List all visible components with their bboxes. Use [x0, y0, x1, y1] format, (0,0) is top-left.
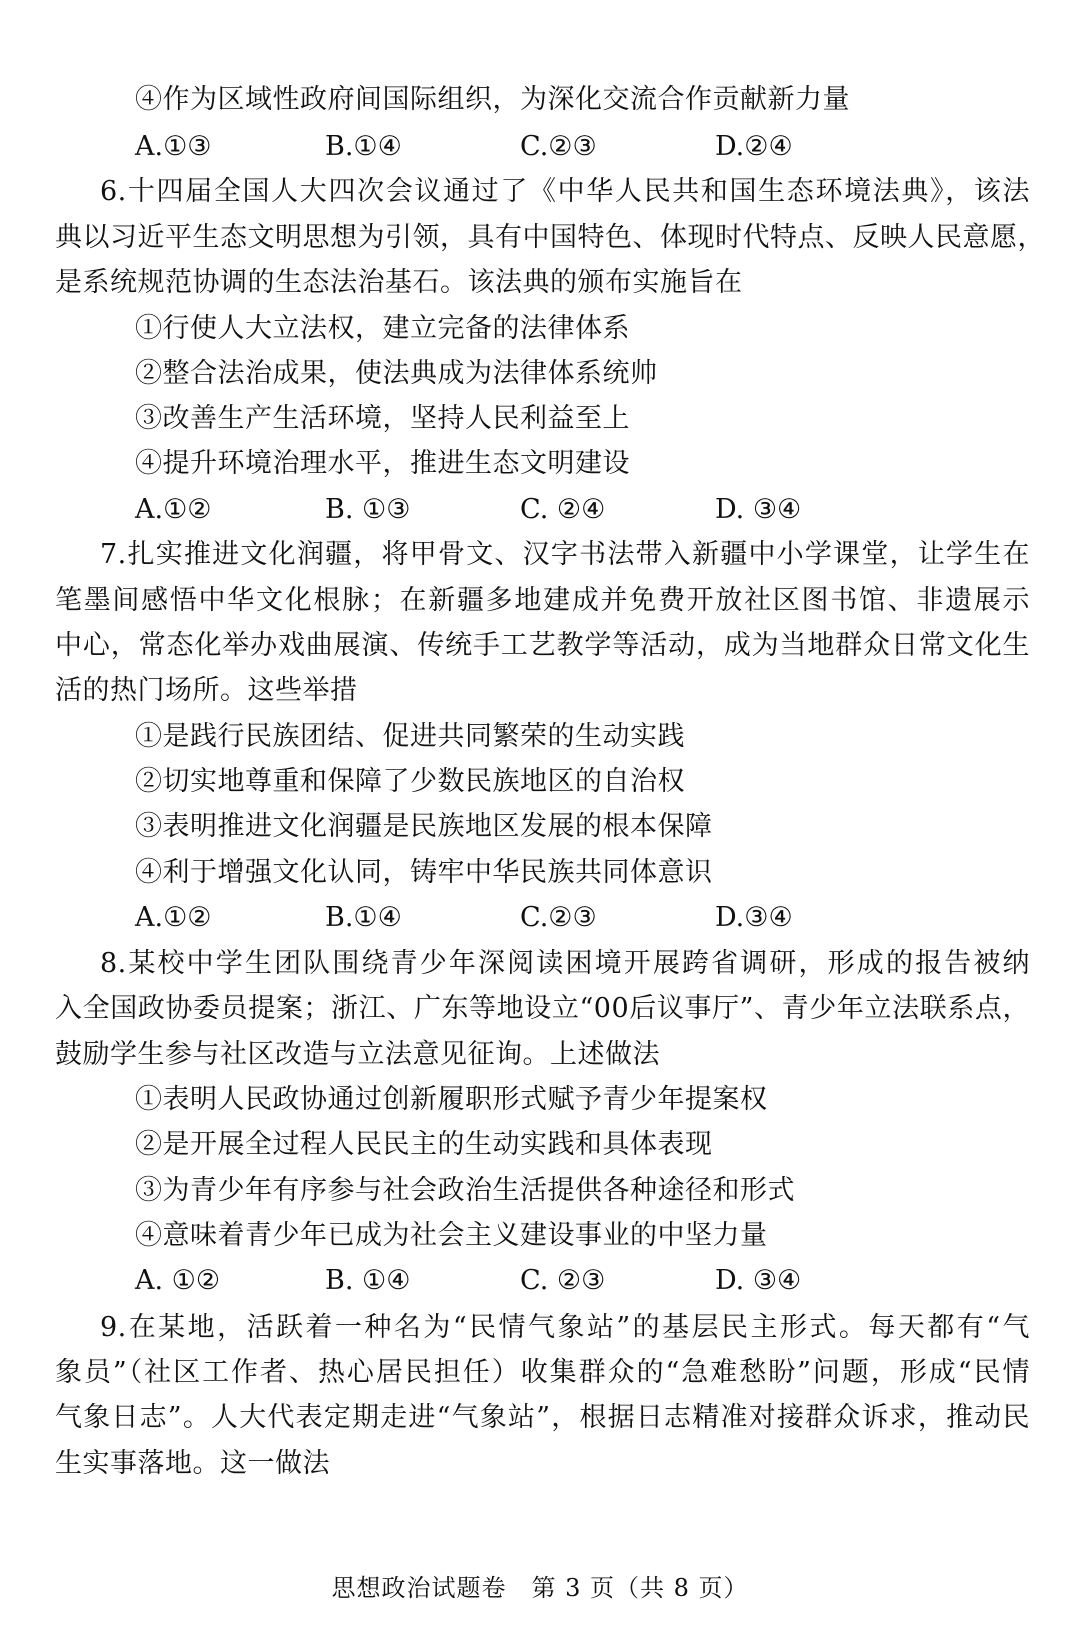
- q9-stem-line-2: 象员”（社区工作者、热心居民担任）收集群众的“急难愁盼”问题，形成“民情: [55, 1357, 1030, 1388]
- q6-choice-c: C. ②④: [520, 494, 606, 525]
- q6-choice-b: B. ①③: [325, 494, 411, 525]
- q6-choice-a: A.①②: [135, 494, 212, 525]
- page-footer: 思想政治试题卷 第 3 页（共 8 页）: [331, 1574, 749, 1602]
- q7-choice-b: B.①④: [325, 902, 402, 933]
- q7-choice-c: C.②③: [520, 902, 597, 933]
- q9-stem-line-4: 生实事落地。这一做法: [55, 1448, 330, 1479]
- q6-choice-d: D. ③④: [715, 494, 802, 525]
- q5-choice-b: B.①④: [325, 131, 402, 162]
- q8-statement-4: ④意味着青少年已成为社会主义建设事业的中坚力量: [135, 1220, 768, 1251]
- q9-stem-line-3: 气象日志”。人大代表定期走进“气象站”，根据日志精准对接群众诉求，推动民: [55, 1402, 1030, 1433]
- q7-choice-a: A.①②: [135, 902, 212, 933]
- q6-statement-4: ④提升环境治理水平，推进生态文明建设: [135, 448, 630, 479]
- q7-stem-line-4: 活的热门场所。这些举措: [55, 675, 358, 706]
- q6-statement-2: ②整合法治成果，使法典成为法律体系统帅: [135, 358, 658, 389]
- q8-statement-1: ①表明人民政协通过创新履职形式赋予青少年提案权: [135, 1084, 768, 1115]
- q8-stem-line-3: 鼓励学生参与社区改造与立法意见征询。上述做法: [55, 1039, 660, 1070]
- q7-stem-line-2: 笔墨间感悟中华文化根脉；在新疆多地建成并免费开放社区图书馆、非遗展示: [55, 585, 1030, 616]
- q8-choice-d: D. ③④: [715, 1265, 802, 1296]
- q9-stem-line-1: 9.在某地，活跃着一种名为“民情气象站”的基层民主形式。每天都有“气: [100, 1312, 1030, 1343]
- q5-statement-4: ④作为区域性政府间国际组织，为深化交流合作贡献新力量: [135, 84, 850, 115]
- q5-choice-d: D.②④: [715, 131, 793, 162]
- q7-stem-line-3: 中心，常态化举办戏曲展演、传统手工艺教学等活动，成为当地群众日常文化生: [55, 630, 1030, 661]
- q8-choice-b: B. ①④: [325, 1265, 411, 1296]
- q7-statement-1: ①是践行民族团结、促进共同繁荣的生动实践: [135, 721, 685, 752]
- q5-choice-a: A.①③: [135, 131, 212, 162]
- q8-stem-line-1: 8.某校中学生团队围绕青少年深阅读困境开展跨省调研，形成的报告被纳: [100, 948, 1030, 979]
- q6-statement-1: ①行使人大立法权，建立完备的法律体系: [135, 313, 630, 344]
- q8-statement-3: ③为青少年有序参与社会政治生活提供各种途径和形式: [135, 1175, 795, 1206]
- q6-stem-line-1: 6.十四届全国人大四次会议通过了《中华人民共和国生态环境法典》，该法: [100, 176, 1030, 207]
- q7-statement-4: ④利于增强文化认同，铸牢中华民族共同体意识: [135, 857, 713, 888]
- q6-stem-line-3: 是系统规范协调的生态法治基石。该法典的颁布实施旨在: [55, 267, 743, 298]
- q7-stem-line-1: 7.扎实推进文化润疆，将甲骨文、汉字书法带入新疆中小学课堂，让学生在: [100, 539, 1030, 570]
- q8-stem-line-2: 入全国政协委员提案；浙江、广东等地设立“00后议事厅”、青少年立法联系点，: [55, 993, 1030, 1024]
- q8-choice-a: A. ①②: [135, 1265, 221, 1296]
- q7-choice-d: D.③④: [715, 902, 793, 933]
- q7-statement-2: ②切实地尊重和保障了少数民族地区的自治权: [135, 766, 685, 797]
- q6-stem-line-2: 典以习近平生态文明思想为引领，具有中国特色、体现时代特点、反映人民意愿，: [55, 222, 1045, 253]
- q7-statement-3: ③表明推进文化润疆是民族地区发展的根本保障: [135, 811, 713, 842]
- q5-choice-c: C.②③: [520, 131, 597, 162]
- q6-statement-3: ③改善生产生活环境，坚持人民利益至上: [135, 403, 630, 434]
- q8-choice-c: C. ②③: [520, 1265, 606, 1296]
- q8-statement-2: ②是开展全过程人民民主的生动实践和具体表现: [135, 1129, 713, 1160]
